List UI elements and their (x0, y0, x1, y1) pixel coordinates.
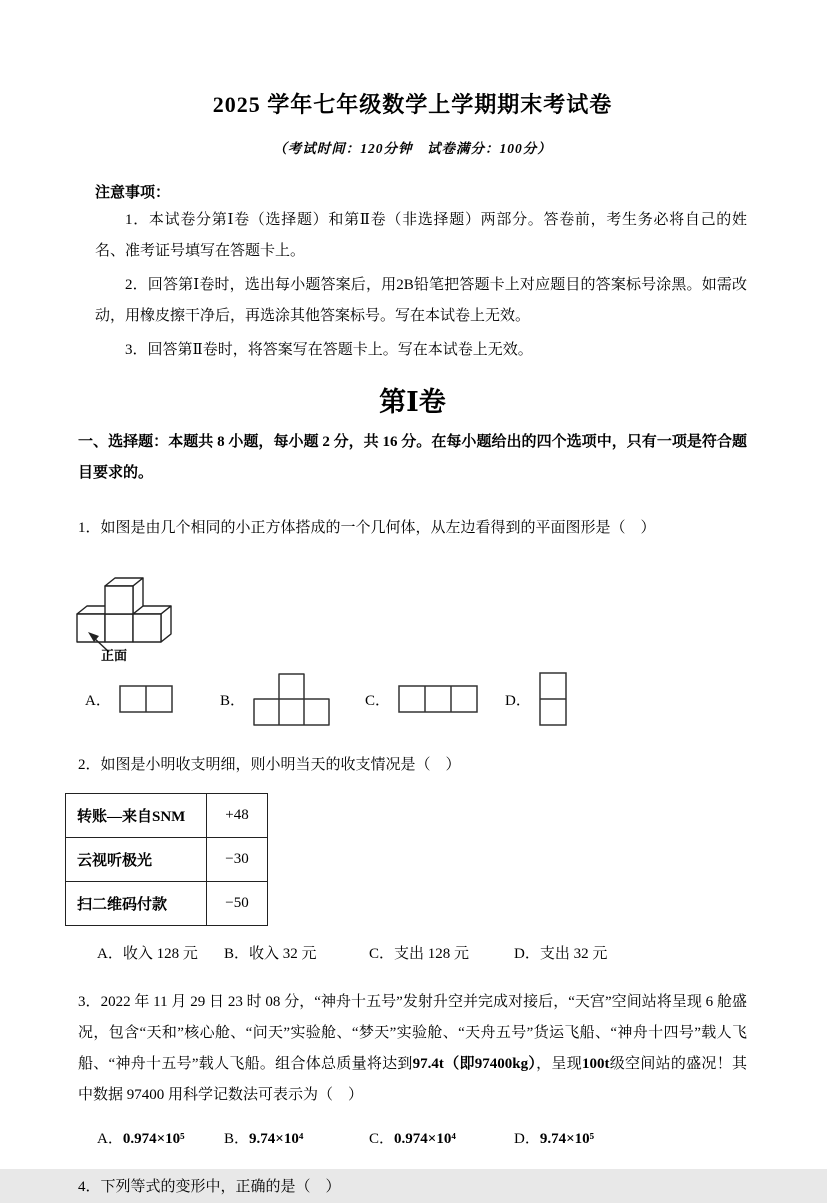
front-face-label: 正面 (101, 648, 128, 663)
q2-option-a: A．收入 128 元 (97, 946, 198, 962)
transaction-amount: +48 (207, 794, 268, 838)
transaction-item: 云视听极光 (66, 838, 207, 882)
section1-heading: 一、选择题：本题共 8 小题，每小题 2 分，共 16 分。在每小题给出的四个选项中，只有一项是符合题目要求的。 (78, 434, 747, 481)
q3-text-segment: 3．2022 年 11 月 29 日 23 时 08 分，“神舟十五号”发射升空并完成对接后，“天宫”空间站将呈现 6 舱盛况，包含“天和”核心舱、“问天”实验舱、“梦天”实验舱、“天舟五号”货运飞船、“神舟十四号”载人飞船、“神舟十五号”载人飞船。组合体总质量将达到 (78, 994, 747, 1072)
q3-option-c (369, 1127, 514, 1148)
question-1-text: 1．如图是由几个相同的小正方体搭成的一个几何体，从左边看得到的平面图形是（ ） (78, 520, 656, 536)
q3-text-segment: 级空间站的盛况！其中数据 97400 用科学记数法可表示为（ ） (78, 1056, 747, 1103)
question-4-text: 4．下列等式的变形中，正确的是（ ） (78, 1179, 341, 1195)
question-3-options (97, 1127, 747, 1148)
option-a-shape (119, 685, 173, 713)
q3-option-d (514, 1127, 747, 1148)
q3-bold-mass: 97.4t（即97400kg） (412, 1056, 537, 1072)
q3-option-a (97, 1127, 224, 1148)
q3-option-c-letter: C． (369, 1131, 395, 1147)
q3-option-b-letter: B． (224, 1131, 250, 1147)
q3-option-d-letter: D． (514, 1131, 540, 1147)
transaction-amount: −30 (207, 838, 268, 882)
q2-option-b: B．收入 32 元 (224, 946, 317, 962)
page-title: 2025 学年七年级数学上学期期末考试卷 (212, 92, 613, 117)
exam-subtitle: （考试时间：120分钟 试卷满分：100分） (273, 141, 552, 156)
transaction-item: 扫二维码付款 (66, 882, 207, 926)
option-d-label: D． (505, 692, 531, 709)
option-d-shape (539, 672, 567, 726)
option-c-label: C． (365, 692, 391, 709)
question-2-options (97, 942, 747, 963)
option-b-label: B． (220, 692, 246, 709)
q3-option-a-letter: A． (97, 1131, 123, 1147)
transaction-amount: −50 (207, 882, 268, 926)
cube-assembly-drawing (73, 550, 193, 664)
q3-text-segment: ，呈现 (536, 1056, 582, 1072)
notice-heading: 注意事项： (95, 185, 171, 201)
transaction-item: 转账—来自SNM (66, 794, 207, 838)
table-row (66, 794, 268, 838)
option-a-label: A． (85, 692, 111, 709)
table-row (66, 882, 268, 926)
option-a (85, 685, 220, 713)
option-b (220, 673, 365, 726)
q2-option-c: C．支出 128 元 (369, 946, 470, 962)
question-2-text: 2．如图是小明收支明细，则小明当天的收支情况是（ ） (78, 757, 461, 773)
question-3-text (78, 987, 747, 1111)
q3-option-b (224, 1127, 369, 1148)
option-d (505, 672, 747, 726)
option-b-shape (253, 673, 330, 726)
question-1-options (85, 672, 747, 726)
q2-option-d: D．支出 32 元 (514, 946, 608, 962)
cube-figure (73, 550, 747, 664)
transaction-table (65, 793, 268, 926)
notice-item-2: 2．回答第Ⅰ卷时，选出每小题答案后，用2B铅笔把答题卡上对应题目的答案标号涂黑。如需改动，用橡皮擦干净后，再选涂其他答案标号。写在本试卷上无效。 (95, 277, 747, 324)
q3-option-c-value: 0.974×10⁴ (394, 1131, 456, 1147)
notice-item-1: 1．本试卷分第Ⅰ卷（选择题）和第Ⅱ卷（非选择题）两部分。答卷前，考生务必将自己的姓名、准考证号填写在答题卡上。 (95, 212, 747, 259)
notice-item-3: 3．回答第Ⅱ卷时，将答案写在答题卡上。写在本试卷上无效。 (125, 342, 533, 358)
q3-bold-100t: 100t (581, 1056, 610, 1072)
option-c-shape (398, 685, 478, 713)
option-c (365, 685, 505, 713)
q3-option-d-value: 9.74×10⁵ (539, 1131, 595, 1147)
part1-heading: 第Ⅰ卷 (379, 387, 446, 417)
table-row (66, 838, 268, 882)
q3-option-a-value: 0.974×10⁵ (122, 1131, 185, 1147)
q3-option-b-value: 9.74×10⁴ (249, 1131, 304, 1147)
